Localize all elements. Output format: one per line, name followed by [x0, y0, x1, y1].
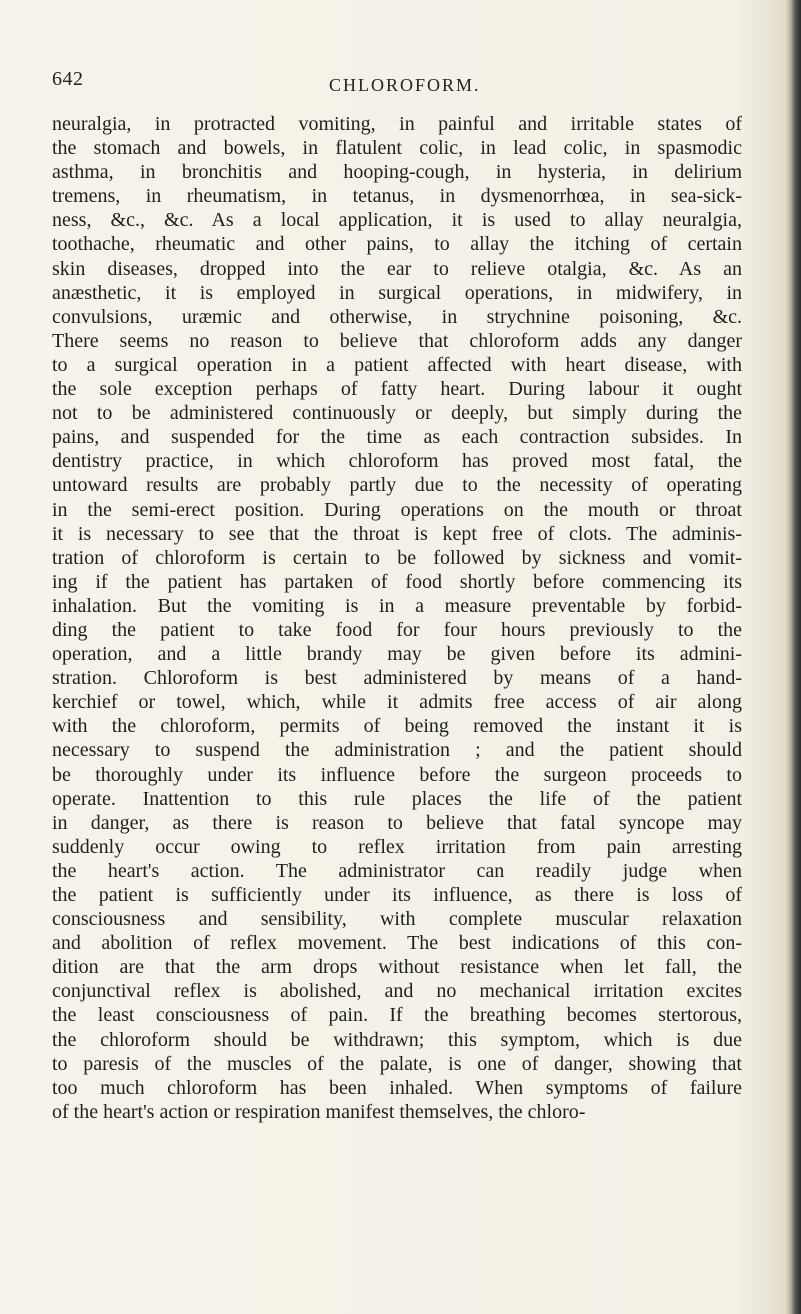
text-line: suddenly occur owing to reflex irritation from pain arresting	[52, 835, 742, 858]
text-line: to a surgical operation in a patient affected with heart disease, with	[52, 353, 742, 376]
running-title: CHLOROFORM.	[329, 75, 481, 95]
text-line: not to be administered continuously or deeply, but simply during the	[52, 402, 742, 425]
text-line: the least consciousness of pain. If the breathing becomes stertorous,	[52, 1004, 742, 1027]
text-line: tration of chloroform is certain to be followed by sickness and vomit-	[52, 546, 742, 569]
text-line: to paresis of the muscles of the palate, is one of danger, showing that	[52, 1052, 742, 1075]
text-line: of the heart's action or respiration manifest themselves, the chloro-	[52, 1100, 586, 1123]
text-line: kerchief or towel, which, while it admits free access of air along	[52, 691, 742, 714]
text-line: in the semi-erect position. During operations on the mouth or throat	[52, 498, 742, 521]
text-line: the sole exception perhaps of fatty heart. During labour it ought	[52, 378, 742, 401]
text-line: pains, and suspended for the time as each contraction subsides. In	[52, 426, 742, 449]
text-line: it is necessary to see that the throat is kept free of clots. The adminis-	[52, 522, 742, 545]
text-line: dentistry practice, in which chloroform has proved most fatal, the	[52, 450, 742, 473]
page-number: 642	[52, 68, 84, 90]
text-line: stration. Chloroform is best administered by means of a hand-	[52, 667, 742, 690]
text-line: operation, and a little brandy may be given before its admini-	[52, 643, 742, 666]
text-line: and abolition of reflex movement. The best indications of this con-	[52, 932, 742, 955]
text-line: skin diseases, dropped into the ear to relieve otalgia, &c. As an	[52, 257, 742, 280]
text-line: convulsions, uræmic and otherwise, in strychnine poisoning, &c.	[52, 305, 742, 328]
text-line: the stomach and bowels, in flatulent colic, in lead colic, in spasmodic	[52, 137, 742, 160]
text-line: tremens, in rheumatism, in tetanus, in dysmenorrhœa, in sea-sick-	[52, 185, 742, 208]
text-line: with the chloroform, permits of being removed the instant it is	[52, 715, 742, 738]
text-line: neuralgia, in protracted vomiting, in painful and irritable states of	[52, 113, 742, 135]
text-line: anæsthetic, it is employed in surgical operations, in midwifery, in	[52, 281, 742, 304]
text-line: untoward results are probably partly due to the necessity of operating	[52, 474, 742, 497]
text-line: too much chloroform has been inhaled. When symptoms of failure	[52, 1076, 742, 1099]
text-line: conjunctival reflex is abolished, and no mechanical irritation excites	[52, 980, 742, 1003]
text-line: There seems no reason to believe that chloroform adds any danger	[52, 329, 742, 352]
page-edge-shadow	[785, 0, 801, 1314]
text-line: the heart's action. The administrator can readily judge when	[52, 859, 742, 882]
text-line: in danger, as there is reason to believe that fatal syncope may	[52, 811, 742, 834]
text-line: the chloroform should be withdrawn; this symptom, which is due	[52, 1028, 742, 1051]
body-text	[52, 112, 742, 1124]
text-line: ding the patient to take food for four hours previously to the	[52, 618, 742, 641]
text-line: necessary to suspend the administration ; and the patient should	[52, 739, 742, 762]
text-line: inhalation. But the vomiting is in a measure preventable by forbid-	[52, 594, 742, 617]
text-line: be thoroughly under its influence before the surgeon proceeds to	[52, 763, 742, 786]
text-line: the patient is sufficiently under its influence, as there is loss of	[52, 884, 742, 906]
text-line: operate. Inattention to this rule places the life of the patient	[52, 787, 742, 810]
text-line: toothache, rheumatic and other pains, to allay the itching of certain	[52, 233, 742, 256]
page-header	[52, 68, 742, 98]
text-line: asthma, in bronchitis and hooping-cough, in hysteria, in delirium	[52, 161, 742, 184]
text-line: dition are that the arm drops without resistance when let fall, the	[52, 956, 742, 979]
text-line: ing if the patient has partaken of food shortly before commencing its	[52, 570, 742, 593]
text-line: ness, &c., &c. As a local application, it is used to allay neuralgia,	[52, 209, 742, 232]
text-line: consciousness and sensibility, with complete muscular relaxation	[52, 908, 742, 931]
